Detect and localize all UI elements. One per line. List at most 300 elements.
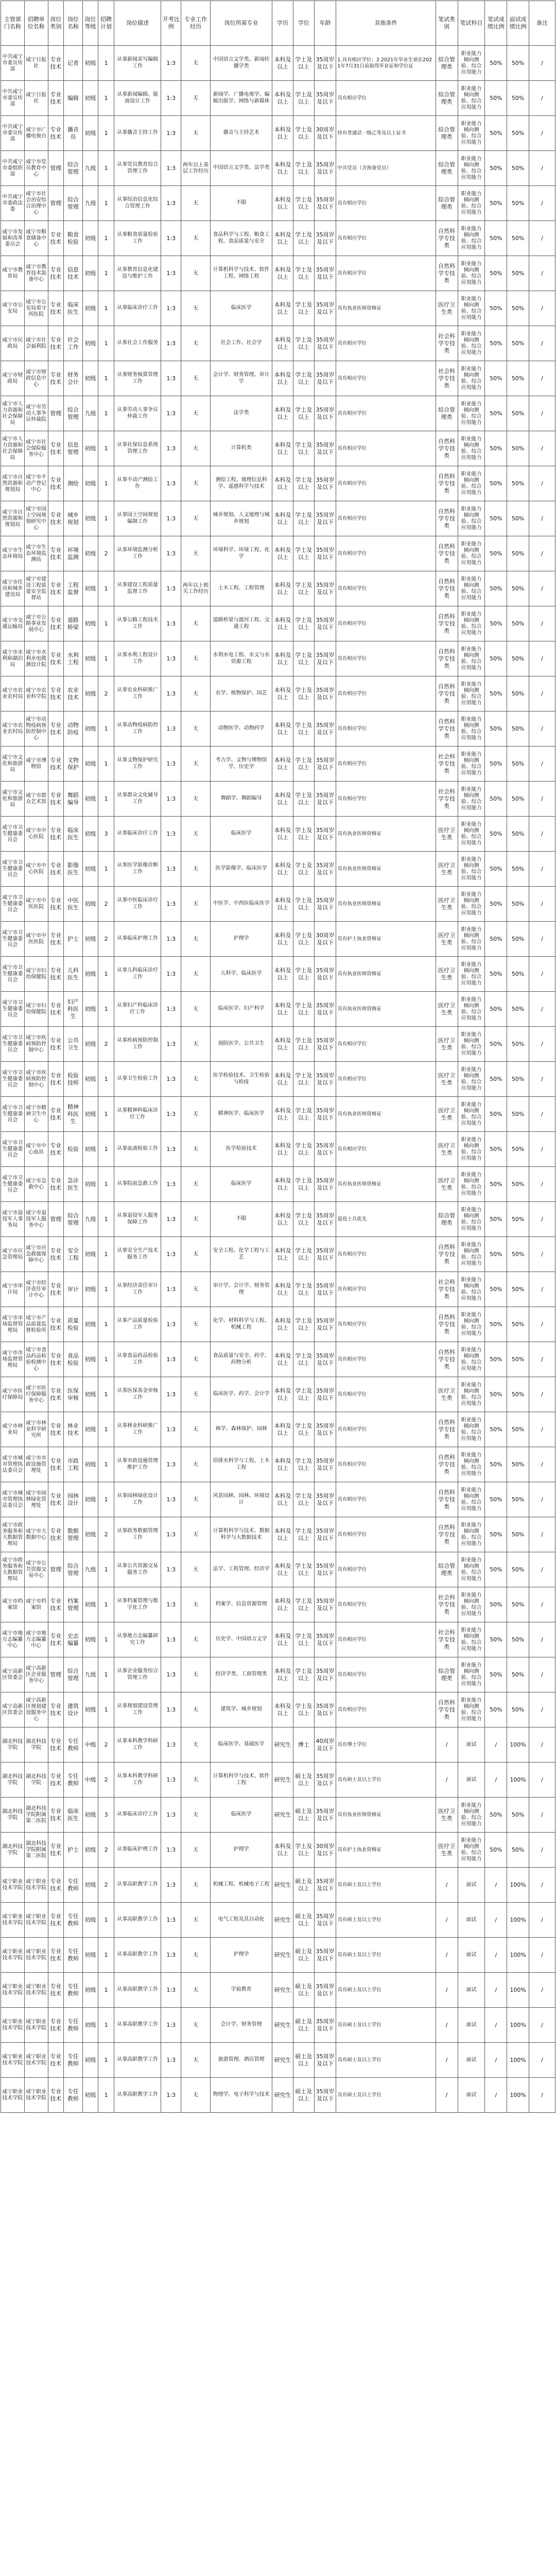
table-row [1, 1377, 555, 1412]
cell-unit: 咸宁市精神卫生中心 [24, 1097, 48, 1132]
cell-experience: 无 [181, 466, 211, 501]
cell-exam-category: 医疗卫生类 [436, 922, 458, 957]
cell-degree: 学士及以上 [293, 221, 314, 256]
cell-other-conditions: 具有相应学位 [336, 431, 436, 466]
cell-education: 本科及以上 [272, 922, 293, 957]
cell-exam-category: 自然科学专技类 [436, 1237, 458, 1272]
cell-degree: 学士及以上 [293, 922, 314, 957]
cell-major: 护理学 [211, 1938, 272, 1973]
cell-other-conditions: 具有相应学位 [336, 747, 436, 782]
cell-description: 从事规划建设管理工作 [114, 1692, 161, 1727]
cell-education: 本科及以上 [272, 291, 293, 326]
cell-exam-subject: 职业能力倾向测验、综合应用能力 [458, 1237, 485, 1272]
table-row [1, 1307, 555, 1342]
cell-major: 道路桥梁与渡河工程、交通工程 [211, 606, 272, 641]
cell-written-ratio: / [485, 1973, 507, 2008]
cell-description: 从事综治信息化综合管理工作 [114, 186, 161, 221]
cell-degree: 学士及以上 [293, 641, 314, 676]
cell-written-ratio: 50% [485, 1062, 507, 1097]
cell-major: 机械工程、机械电子工程 [211, 1868, 272, 1903]
cell-dept: 咸宁市卫生健康委员会 [1, 1097, 25, 1132]
cell-remarks: / [529, 2043, 555, 2078]
cell-ratio: 1:3 [161, 1237, 181, 1272]
table-row [1, 151, 555, 186]
cell-dept: 湖北科技学院 [1, 1798, 25, 1833]
cell-exam-subject: 职业能力倾向测验、综合应用能力 [458, 256, 485, 291]
cell-major: 临床医学、基础医学 [211, 1727, 272, 1762]
cell-education: 本科及以上 [272, 1833, 293, 1868]
cell-education: 本科及以上 [272, 1412, 293, 1447]
cell-major: 计算机类 [211, 431, 272, 466]
cell-exam-subject: 职业能力倾向测验、综合应用能力 [458, 1412, 485, 1447]
cell-unit: 咸宁市园林绿化管理处 [24, 1482, 48, 1517]
cell-exam-subject: 职业能力倾向测验、综合应用能力 [458, 641, 485, 676]
cell-exam-subject: 职业能力倾向测验、综合应用能力 [458, 1517, 485, 1552]
cell-exam-subject: 职业能力倾向测验、综合应用能力 [458, 536, 485, 571]
cell-age: 35周岁及以下 [314, 1272, 336, 1307]
cell-age: 35周岁及以下 [314, 1097, 336, 1132]
cell-remarks: / [529, 1552, 555, 1587]
cell-plan: 1 [98, 1272, 114, 1307]
cell-plan: 1 [98, 1938, 114, 1973]
cell-unit: 咸宁市应急救援保障中心 [24, 1237, 48, 1272]
cell-other-conditions: 具有相应学位 [336, 782, 436, 817]
cell-unit: 咸宁市食品药品检验检测中心 [24, 1342, 48, 1377]
cell-degree: 学士及以上 [293, 1272, 314, 1307]
cell-unit: 咸宁市大数据中心 [24, 1517, 48, 1552]
cell-interview-ratio: 50% [507, 782, 529, 817]
cell-exam-subject: 职业能力倾向测验、综合应用能力 [458, 466, 485, 501]
cell-experience: 无 [181, 1377, 211, 1412]
cell-dept: 湖北科技学院 [1, 1833, 25, 1868]
cell-ratio: 1:3 [161, 922, 181, 957]
cell-unit: 咸宁职业技术学院 [24, 1938, 48, 1973]
cell-description: 从事林业科研推广工作 [114, 1412, 161, 1447]
cell-exam-category: / [436, 1868, 458, 1903]
cell-exam-subject: 职业能力倾向测验、综合应用能力 [458, 957, 485, 992]
cell-ratio: 1:3 [161, 1517, 181, 1552]
cell-post-category: 专业技术 [48, 1622, 64, 1657]
cell-written-ratio: 50% [485, 46, 507, 81]
table-row [1, 747, 555, 782]
cell-written-ratio: 50% [485, 1237, 507, 1272]
cell-post-category: 专业技术 [48, 81, 64, 116]
cell-unit: 咸宁市广播电视台 [24, 116, 48, 151]
cell-post-level: 初级 [82, 501, 98, 536]
cell-major: 护理学 [211, 1833, 272, 1868]
cell-exam-subject: 职业能力倾向测验、综合应用能力 [458, 1482, 485, 1517]
cell-interview-ratio: 50% [507, 1657, 529, 1692]
cell-post-name: 医保审核 [64, 1377, 83, 1412]
cell-age: 35周岁及以下 [314, 1237, 336, 1272]
cell-degree: 学士及以上 [293, 116, 314, 151]
cell-exam-subject: 职业能力倾向测验、综合应用能力 [458, 992, 485, 1027]
cell-exam-subject: 职业能力倾向测验、综合应用能力 [458, 817, 485, 852]
cell-remarks: / [529, 81, 555, 116]
cell-written-ratio: 50% [485, 1447, 507, 1482]
cell-description: 从事农业科研推广工作 [114, 676, 161, 711]
cell-written-ratio: / [485, 1903, 507, 1938]
cell-unit: 咸宁市党员教育中心 [24, 151, 48, 186]
cell-written-ratio: 50% [485, 1132, 507, 1167]
cell-post-level: 初级 [82, 1377, 98, 1412]
cell-experience: 无 [181, 1552, 211, 1587]
cell-written-ratio: 50% [485, 747, 507, 782]
cell-exam-subject: 职业能力倾向测验、综合应用能力 [458, 852, 485, 887]
cell-dept: 咸宁市文化和旅游局 [1, 782, 25, 817]
cell-degree: 学士及以上 [293, 1447, 314, 1482]
cell-description: 从事社保信息系统管理工作 [114, 431, 161, 466]
cell-post-category: 专业技术 [48, 1062, 64, 1097]
cell-post-name: 急诊医生 [64, 1167, 83, 1202]
cell-exam-category: 综合管理类 [436, 151, 458, 186]
cell-remarks: / [529, 817, 555, 852]
cell-other-conditions: 具有相应学位 [336, 1377, 436, 1412]
cell-description: 从事新闻编辑、版面设计工作 [114, 81, 161, 116]
cell-ratio: 1:3 [161, 1938, 181, 1973]
cell-other-conditions: 具有相应学位 [336, 1552, 436, 1587]
cell-experience: 无 [181, 1097, 211, 1132]
cell-degree: 学士及以上 [293, 256, 314, 291]
table-body [1, 46, 555, 2113]
cell-post-level: 初级 [82, 326, 98, 361]
cell-exam-subject: 职业能力倾向测验、综合应用能力 [458, 1447, 485, 1482]
cell-age: 35周岁及以下 [314, 256, 336, 291]
cell-plan: 1 [98, 186, 114, 221]
cell-exam-subject: 职业能力倾向测验、综合应用能力 [458, 221, 485, 256]
cell-post-category: 管理 [48, 1202, 64, 1237]
cell-major: 农学、植物保护、园艺 [211, 676, 272, 711]
cell-interview-ratio: 50% [507, 396, 529, 431]
cell-dept: 咸宁市财政局 [1, 361, 25, 396]
cell-plan: 1 [98, 466, 114, 501]
cell-ratio: 1:3 [161, 852, 181, 887]
cell-ratio: 1:3 [161, 1973, 181, 2008]
cell-exam-category: 医疗卫生类 [436, 992, 458, 1027]
cell-dept: 咸宁职业技术学院 [1, 1903, 25, 1938]
cell-degree: 学士及以上 [293, 1622, 314, 1657]
cell-ratio: 1:3 [161, 116, 181, 151]
cell-degree: 学士及以上 [293, 536, 314, 571]
cell-dept: 咸宁市公安局 [1, 291, 25, 326]
cell-unit: 咸宁市水利水电勘测设计院 [24, 641, 48, 676]
table-row [1, 641, 555, 676]
cell-experience: 无 [181, 676, 211, 711]
cell-remarks: / [529, 1903, 555, 1938]
cell-degree: 学士及以上 [293, 1062, 314, 1097]
cell-plan: 1 [98, 711, 114, 747]
cell-other-conditions: 具有相应学位 [336, 1237, 436, 1272]
cell-remarks: / [529, 1833, 555, 1868]
cell-dept: 咸宁市医疗保障局 [1, 1377, 25, 1412]
cell-post-level: 九级 [82, 151, 98, 186]
cell-dept: 咸宁职业技术学院 [1, 2078, 25, 2113]
cell-major: 法学、工程管理、经济学 [211, 1552, 272, 1587]
cell-other-conditions: 具有相应学位 [336, 1027, 436, 1062]
cell-post-level: 初级 [82, 782, 98, 817]
cell-dept: 中共咸宁市委宣传部 [1, 81, 25, 116]
cell-written-ratio: 50% [485, 676, 507, 711]
cell-other-conditions: 1.具有相应学位；2.2021年毕业生须在2021年7月31日前取得毕业证和学位证 [336, 46, 436, 81]
cell-written-ratio: 50% [485, 922, 507, 957]
cell-exam-category: 自然科学专技类 [436, 1482, 458, 1517]
cell-description: 从事院前急救工作 [114, 1167, 161, 1202]
cell-post-level: 初级 [82, 1237, 98, 1272]
cell-exam-category: 综合管理类 [436, 1657, 458, 1692]
cell-ratio: 1:3 [161, 1622, 181, 1657]
cell-unit: 咸宁市疾病预防控制中心 [24, 1027, 48, 1062]
cell-major: 新闻学、广播电视学、编辑出版学、网络与新媒体 [211, 81, 272, 116]
cell-written-ratio: 50% [485, 1167, 507, 1202]
cell-education: 本科及以上 [272, 606, 293, 641]
cell-written-ratio: 50% [485, 501, 507, 536]
cell-major: 风景园林、园林、环境设计 [211, 1482, 272, 1517]
cell-interview-ratio: 50% [507, 817, 529, 852]
table-row [1, 1622, 555, 1657]
cell-other-conditions: 具有相应学位 [336, 1307, 436, 1342]
cell-post-level: 初级 [82, 1973, 98, 2008]
cell-age: 35周岁及以下 [314, 1973, 336, 2008]
cell-ratio: 1:3 [161, 2008, 181, 2043]
cell-post-level: 初级 [82, 1167, 98, 1202]
cell-post-name: 园林设计 [64, 1482, 83, 1517]
cell-other-conditions: 具有相应学位 [336, 1132, 436, 1167]
cell-plan: 1 [98, 1657, 114, 1692]
cell-age: 35周岁及以下 [314, 221, 336, 256]
cell-ratio: 1:3 [161, 606, 181, 641]
cell-post-level: 初级 [82, 676, 98, 711]
cell-dept: 咸宁高新区管委会 [1, 1692, 25, 1727]
cell-exam-category: 自然科学专技类 [436, 1692, 458, 1727]
cell-interview-ratio: 50% [507, 81, 529, 116]
cell-remarks: / [529, 291, 555, 326]
cell-unit: 咸宁市中心血站 [24, 1132, 48, 1167]
cell-ratio: 1:3 [161, 151, 181, 186]
table-row [1, 1833, 555, 1868]
cell-age: 30周岁及以下 [314, 1833, 336, 1868]
cell-experience: 两年以上基层工作经历 [181, 151, 211, 186]
cell-other-conditions: 具有执业医师资格证 [336, 992, 436, 1027]
cell-education: 本科及以上 [272, 256, 293, 291]
cell-other-conditions: 具有相应学位 [336, 361, 436, 396]
cell-unit: 咸宁市公路事业发展中心 [24, 606, 48, 641]
cell-post-category: 专业技术 [48, 1903, 64, 1938]
cell-other-conditions: 具有护士执业资格证 [336, 922, 436, 957]
cell-interview-ratio: 50% [507, 992, 529, 1027]
cell-degree: 学士及以上 [293, 1517, 314, 1552]
cell-major: 医学影像学、临床医学 [211, 852, 272, 887]
cell-post-level: 初级 [82, 1447, 98, 1482]
cell-plan: 1 [98, 151, 114, 186]
cell-description: 从事食品药品检验工作 [114, 1342, 161, 1377]
cell-education: 研究生 [272, 1903, 293, 1938]
cell-other-conditions: 具有相应学位 [336, 571, 436, 606]
cell-plan: 1 [98, 1412, 114, 1447]
cell-remarks: / [529, 1973, 555, 2008]
cell-post-category: 专业技术 [48, 536, 64, 571]
cell-age: 35周岁及以下 [314, 536, 336, 571]
cell-dept: 咸宁市政务服务和大数据管理局 [1, 1517, 25, 1552]
cell-dept: 咸宁市文化和旅游局 [1, 747, 25, 782]
header-plan: 招聘计划 [98, 1, 114, 46]
cell-unit: 咸宁市中心医院 [24, 817, 48, 852]
cell-description: 从事社会工作服务 [114, 326, 161, 361]
cell-post-level: 初级 [82, 1938, 98, 1973]
cell-exam-category: / [436, 1973, 458, 2008]
cell-dept: 咸宁市市场监督管理局 [1, 1307, 25, 1342]
cell-post-category: 管理 [48, 186, 64, 221]
cell-exam-subject: 面试 [458, 1973, 485, 2008]
cell-exam-subject: 职业能力倾向测验、综合应用能力 [458, 1097, 485, 1132]
cell-exam-category: 医疗卫生类 [436, 1132, 458, 1167]
cell-major: 计算机科学与技术、数据科学与大数据技术 [211, 1517, 272, 1552]
cell-other-conditions: 具有相应学位 [336, 1692, 436, 1727]
cell-unit: 咸宁职业技术学院 [24, 1973, 48, 2008]
cell-ratio: 1:3 [161, 221, 181, 256]
cell-unit: 咸宁市妇幼保健院 [24, 992, 48, 1027]
cell-written-ratio: 50% [485, 711, 507, 747]
cell-written-ratio: 50% [485, 1097, 507, 1132]
cell-post-level: 初级 [82, 1692, 98, 1727]
cell-post-level: 初级 [82, 1903, 98, 1938]
cell-post-name: 数据管理 [64, 1517, 83, 1552]
cell-post-name: 农业技术 [64, 676, 83, 711]
cell-experience: 无 [181, 1798, 211, 1833]
cell-experience: 无 [181, 1762, 211, 1798]
cell-written-ratio: 50% [485, 361, 507, 396]
cell-remarks: / [529, 221, 555, 256]
cell-other-conditions: 具有相应学位 [336, 326, 436, 361]
cell-major: 预防医学、公共卫生 [211, 1027, 272, 1062]
cell-ratio: 1:3 [161, 431, 181, 466]
cell-other-conditions: 具有执业医师资格证 [336, 291, 436, 326]
cell-plan: 1 [98, 2043, 114, 2078]
cell-interview-ratio: 50% [507, 361, 529, 396]
cell-post-level: 初级 [82, 922, 98, 957]
cell-age: 35周岁及以下 [314, 1517, 336, 1552]
cell-age: 35周岁及以下 [314, 711, 336, 747]
cell-exam-category: 社会科学专技类 [436, 326, 458, 361]
cell-degree: 学士及以上 [293, 782, 314, 817]
cell-interview-ratio: 50% [507, 1132, 529, 1167]
cell-plan: 1 [98, 1973, 114, 2008]
table-row [1, 221, 555, 256]
cell-experience: 无 [181, 1622, 211, 1657]
table-row [1, 361, 555, 396]
cell-interview-ratio: 50% [507, 1167, 529, 1202]
cell-education: 本科及以上 [272, 1027, 293, 1062]
cell-post-name: 专任教师 [64, 2043, 83, 2078]
cell-education: 本科及以上 [272, 1272, 293, 1307]
cell-major: 舞蹈学、舞蹈编导 [211, 782, 272, 817]
cell-exam-subject: 职业能力倾向测验、综合应用能力 [458, 1202, 485, 1237]
cell-written-ratio: 50% [485, 1342, 507, 1377]
cell-description: 从事精神科临床诊疗工作 [114, 1097, 161, 1132]
cell-remarks: / [529, 1097, 555, 1132]
cell-exam-category: / [436, 2078, 458, 2113]
cell-description: 从事动物疫病防控工作 [114, 711, 161, 747]
cell-ratio: 1:3 [161, 1833, 181, 1868]
cell-remarks: / [529, 396, 555, 431]
cell-dept: 咸宁市卫生健康委员会 [1, 1027, 25, 1062]
cell-description: 从事临床诊疗工作 [114, 291, 161, 326]
cell-post-level: 初级 [82, 1272, 98, 1307]
table-row [1, 992, 555, 1027]
cell-description: 从事中医临床诊疗工作 [114, 887, 161, 922]
cell-major: 不限 [211, 186, 272, 221]
cell-plan: 1 [98, 1167, 114, 1202]
cell-other-conditions: 具有相应学位 [336, 1412, 436, 1447]
cell-education: 本科及以上 [272, 221, 293, 256]
table-row [1, 326, 555, 361]
cell-degree: 学士及以上 [293, 1167, 314, 1202]
cell-ratio: 1:3 [161, 1798, 181, 1833]
table-row [1, 957, 555, 992]
table-row [1, 782, 555, 817]
table-row [1, 1097, 555, 1132]
cell-exam-category: / [436, 2008, 458, 2043]
cell-major: 医学检验技术 [211, 1132, 272, 1167]
cell-degree: 学士及以上 [293, 676, 314, 711]
cell-age: 35周岁及以下 [314, 2078, 336, 2113]
table-row [1, 852, 555, 887]
cell-remarks: / [529, 256, 555, 291]
table-row [1, 1202, 555, 1237]
cell-major: 历史学、中国语言文学 [211, 1622, 272, 1657]
cell-post-category: 专业技术 [48, 1027, 64, 1062]
cell-post-level: 初级 [82, 1097, 98, 1132]
cell-degree: 学士及以上 [293, 817, 314, 852]
cell-description: 从事群众文化辅导工作 [114, 782, 161, 817]
cell-age: 35周岁及以下 [314, 641, 336, 676]
cell-interview-ratio: 50% [507, 1798, 529, 1833]
cell-unit: 咸宁市中医医院 [24, 887, 48, 922]
cell-written-ratio: 50% [485, 1307, 507, 1342]
cell-dept: 咸宁市卫生健康委员会 [1, 1167, 25, 1202]
cell-major: 旅游管理、酒店管理 [211, 2043, 272, 2078]
cell-education: 研究生 [272, 2078, 293, 2113]
cell-post-level: 初级 [82, 1027, 98, 1062]
cell-interview-ratio: 50% [507, 747, 529, 782]
cell-description: 从事疾病预防控制工作 [114, 1027, 161, 1062]
cell-education: 研究生 [272, 1727, 293, 1762]
cell-ratio: 1:3 [161, 2043, 181, 2078]
cell-major: 食品科学与工程、粮食工程、食品质量与安全 [211, 221, 272, 256]
cell-experience: 无 [181, 361, 211, 396]
cell-remarks: / [529, 2008, 555, 2043]
cell-exam-subject: 职业能力倾向测验、综合应用能力 [458, 1657, 485, 1692]
cell-degree: 硕士及以上 [293, 2078, 314, 2113]
cell-written-ratio: 50% [485, 151, 507, 186]
cell-age: 35周岁及以下 [314, 817, 336, 852]
cell-major: 计算机科学与技术、软件工程 [211, 1762, 272, 1798]
cell-ratio: 1:3 [161, 291, 181, 326]
table-row [1, 2078, 555, 2113]
cell-experience: 无 [181, 1027, 211, 1062]
header-exam-category: 笔试类别 [436, 1, 458, 46]
cell-ratio: 1:3 [161, 1272, 181, 1307]
cell-remarks: / [529, 1342, 555, 1377]
cell-post-level: 九级 [82, 396, 98, 431]
cell-description: 从事医学影像诊断工作 [114, 852, 161, 887]
cell-experience: 无 [181, 1973, 211, 2008]
cell-post-name: 测绘 [64, 466, 83, 501]
cell-ratio: 1:3 [161, 466, 181, 501]
cell-education: 本科及以上 [272, 326, 293, 361]
cell-written-ratio: 50% [485, 1272, 507, 1307]
cell-age: 30周岁及以下 [314, 922, 336, 957]
cell-unit: 咸宁市动物疫病预防控制中心 [24, 711, 48, 747]
